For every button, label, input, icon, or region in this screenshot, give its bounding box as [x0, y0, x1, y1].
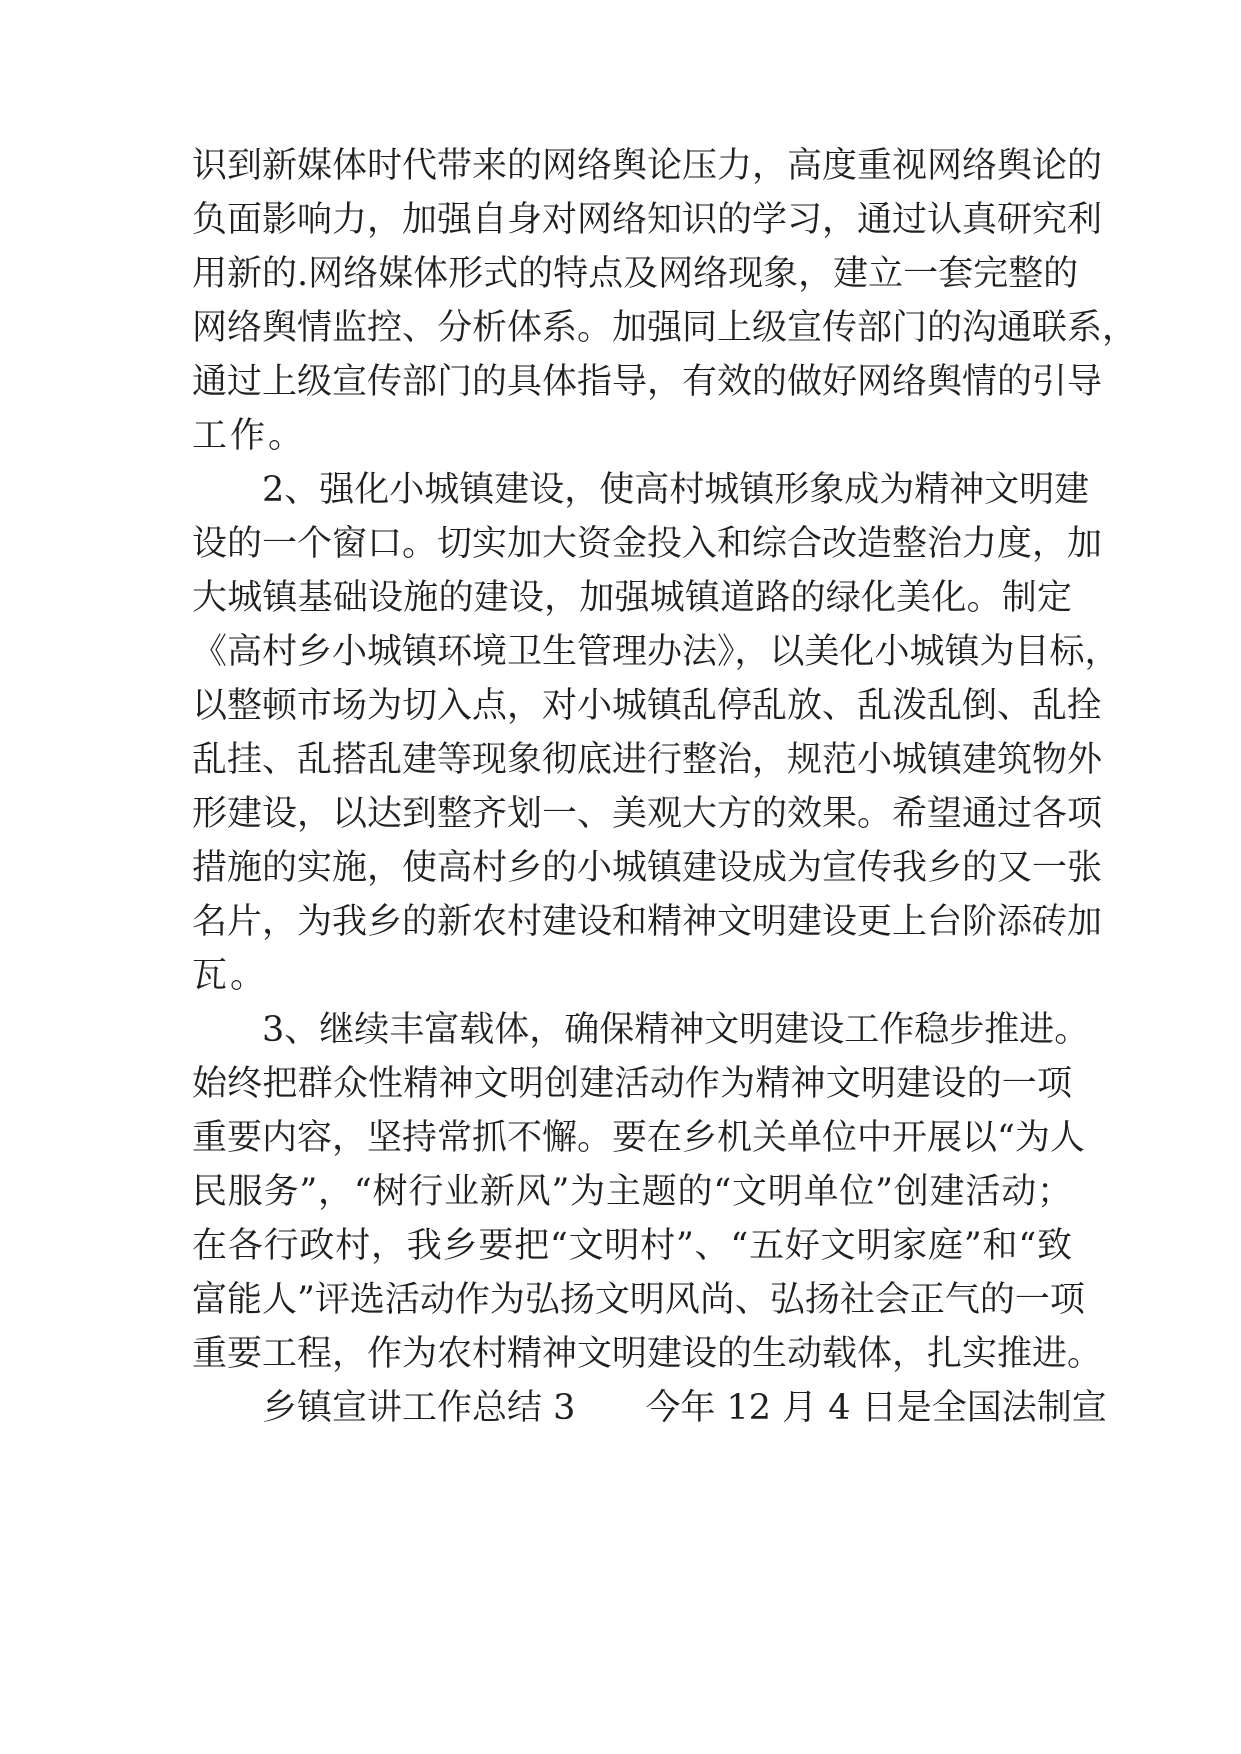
text-line: 重要内容，坚持常抓不懈。要在乡机关单位中开展以“为人 [192, 1118, 1085, 1158]
text-line: 负面影响力，加强自身对网络知识的学习，通过认真研究利 [192, 200, 1103, 240]
text-line: 乱挂、乱搭乱建等现象彻底进行整治，规范小城镇建筑物外 [192, 740, 1103, 780]
text-line: 工作。 [192, 416, 307, 456]
text-line: 设的一个窗口。切实加大资金投入和综合改造整治力度，加 [192, 524, 1103, 564]
text-line: 用新的.网络媒体形式的特点及网络现象，建立一套完整的 [192, 254, 1079, 294]
text-line: 形建设，以达到整齐划一、美观大方的效果。希望通过各项 [192, 794, 1103, 834]
text-line: 重要工程，作为农村精神文明建设的生动载体，扎实推进。 [192, 1334, 1103, 1374]
text-line: 名片，为我乡的新农村建设和精神文明建设更上台阶添砖加 [192, 902, 1103, 942]
paragraph-heading: 2、强化小城镇建设，使高村城镇形象成为精神文明建 [262, 470, 1090, 510]
text-line: 网络舆情监控、分析体系。加强同上级宣传部门的沟通联系， [192, 308, 1138, 348]
text-line: 《高村乡小城镇环境卫生管理办法》，以美化小城镇为目标， [192, 632, 1120, 672]
text-line: 以整顿市场为切入点，对小城镇乱停乱放、乱泼乱倒、乱拴 [192, 686, 1103, 726]
text-line: 大城镇基础设施的建设，加强城镇道路的绿化美化。制定 [192, 578, 1072, 618]
text-line: 瓦。 [192, 956, 269, 996]
text-line: 识到新媒体时代带来的网络舆论压力，高度重视网络舆论的 [192, 146, 1103, 186]
text-line: 措施的实施，使高村乡的小城镇建设成为宣传我乡的又一张 [192, 848, 1103, 888]
section-title-line: 乡镇宣讲工作总结 3 今年 12 月 4 日是全国法制宣 [262, 1388, 1107, 1428]
text-line: 富能人”评选活动作为弘扬文明风尚、弘扬社会正气的一项 [192, 1280, 1085, 1320]
text-line: 民服务”，“树行业新风”为主题的“文明单位”创建活动； [192, 1172, 1072, 1212]
text-line: 通过上级宣传部门的具体指导，有效的做好网络舆情的引导 [192, 362, 1103, 402]
paragraph-heading: 3、继续丰富载体，确保精神文明建设工作稳步推进。 [262, 1010, 1090, 1050]
text-line: 始终把群众性精神文明创建活动作为精神文明建设的一项 [192, 1064, 1072, 1104]
text-line: 在各行政村，我乡要把“文明村”、“五好文明家庭”和“致 [192, 1226, 1072, 1266]
